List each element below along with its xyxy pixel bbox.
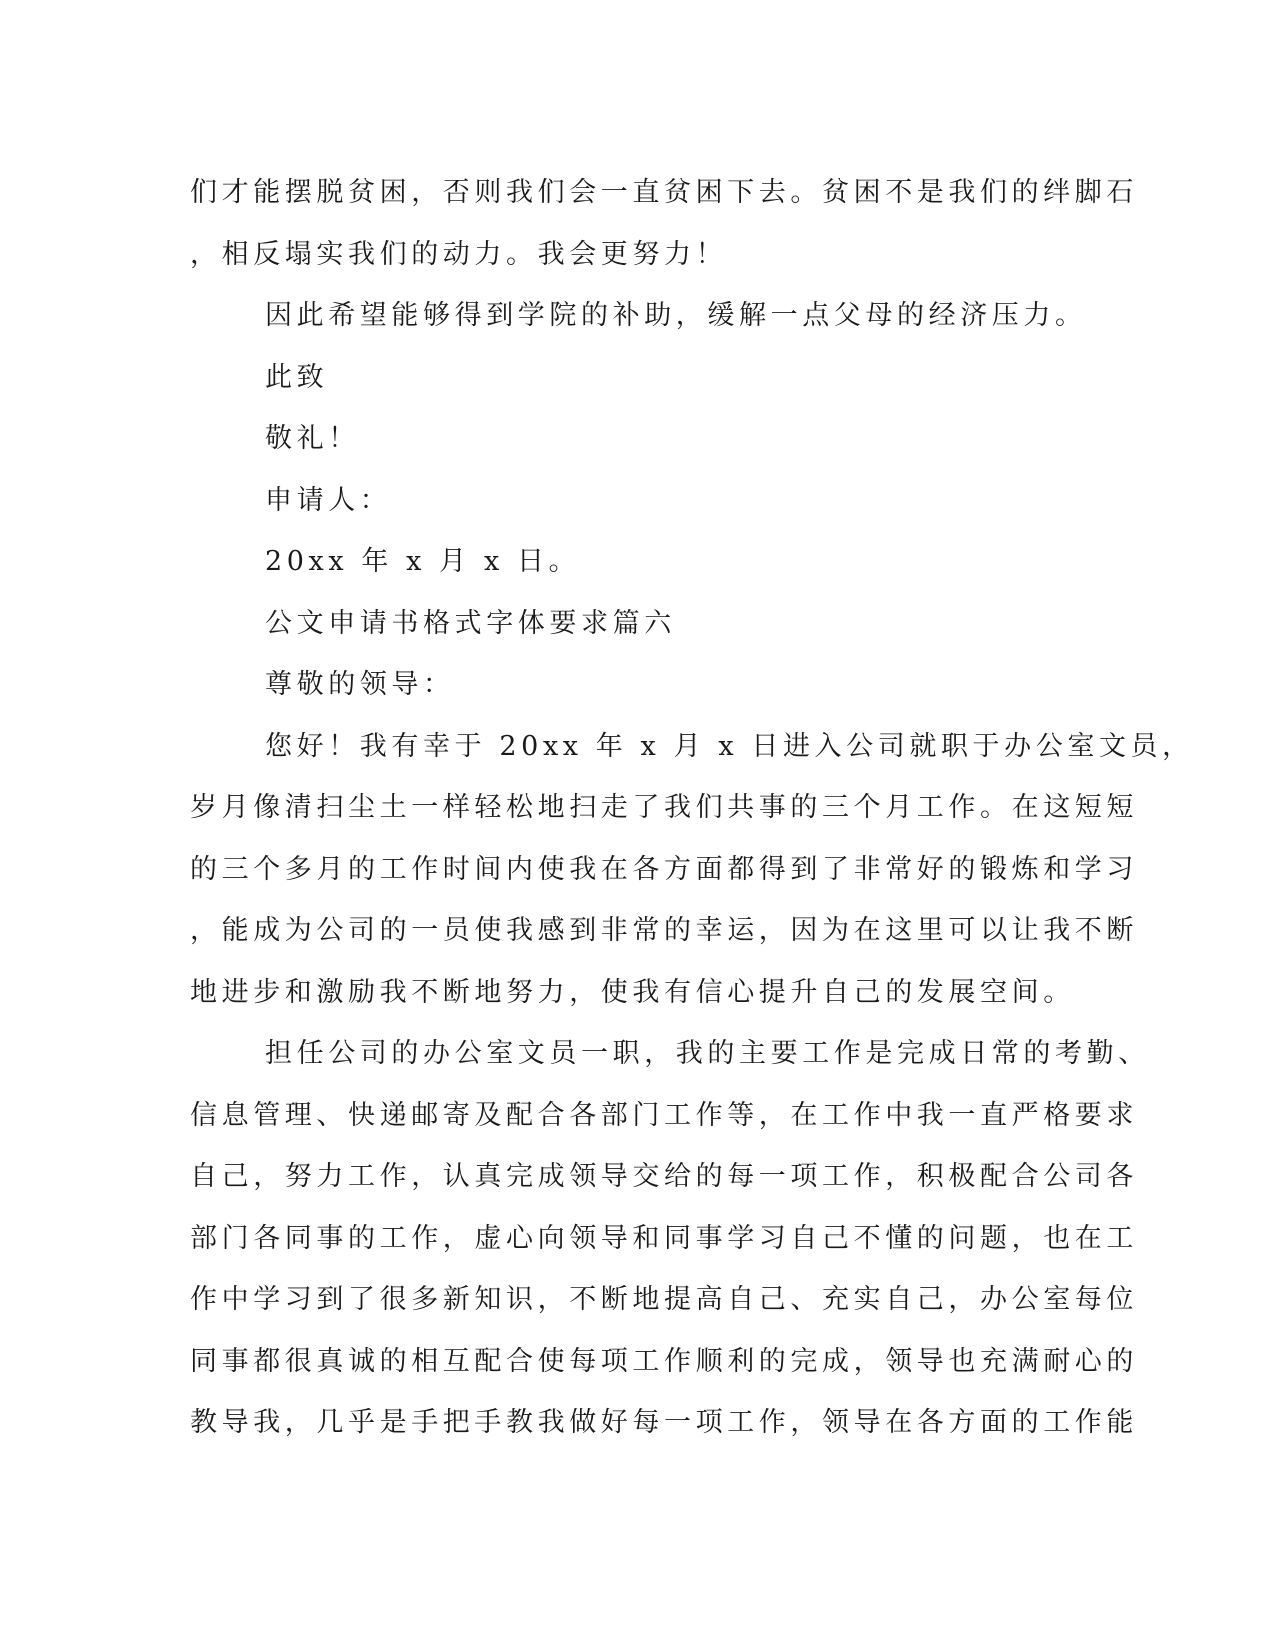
text-line: 部门各同事的工作，虚心向领导和同事学习自己不懂的问题，也在工 (190, 1222, 1138, 1254)
text-line: 作中学习到了很多新知识，不断地提高自己、充实自己，办公室每位 (190, 1284, 1138, 1315)
text-line: 地进步和激励我不断地努力，使我有信心提升自己的发展空间。 (190, 976, 1075, 1008)
closing-salutation: 此致 (265, 361, 329, 393)
greeting: 尊敬的领导： (265, 669, 455, 700)
applicant-label: 申请人： (265, 484, 392, 516)
text-line: ，相反塌实我们的动力。我会更努力！ (190, 238, 728, 270)
text-line: 教导我，几乎是手把手教我做好每一项工作，领导在各方面的工作能 (190, 1407, 1138, 1438)
section-heading: 公文申请书格式字体要求篇六 (265, 607, 676, 639)
text-line: 岁月像清扫尘土一样轻松地扫走了我们共事的三个月工作。在这短短 (190, 792, 1138, 823)
date-line: 20xx 年 x 月 x 日。 (265, 546, 581, 577)
text-line: 的三个多月的工作时间内使我在各方面都得到了非常好的锻炼和学习 (190, 853, 1138, 885)
text-line: 们才能摆脱贫困，否则我们会一直贫困下去。贫困不是我们的绊脚石 (190, 177, 1138, 208)
text-line: 您好！我有幸于 20xx 年 x 月 x 日进入公司就职于办公室文员， (265, 730, 1194, 762)
closing-regards: 敬礼！ (265, 423, 360, 454)
text-line: 同事都很真诚的相互配合使每项工作顺利的完成，领导也充满耐心的 (190, 1345, 1138, 1377)
text-line: 担任公司的办公室文员一职，我的主要工作是完成日常的考勤、 (265, 1038, 1150, 1069)
document-body (190, 162, 1194, 1454)
text-line: 自己，努力工作，认真完成领导交给的每一项工作，积极配合公司各 (190, 1161, 1138, 1192)
text-line: ，能成为公司的一员使我感到非常的幸运，因为在这里可以让我不断 (190, 915, 1138, 946)
text-line: 因此希望能够得到学院的补助，缓解一点父母的经济压力。 (265, 300, 1087, 331)
text-line: 信息管理、快递邮寄及配合各部门工作等，在工作中我一直严格要求 (190, 1099, 1138, 1131)
